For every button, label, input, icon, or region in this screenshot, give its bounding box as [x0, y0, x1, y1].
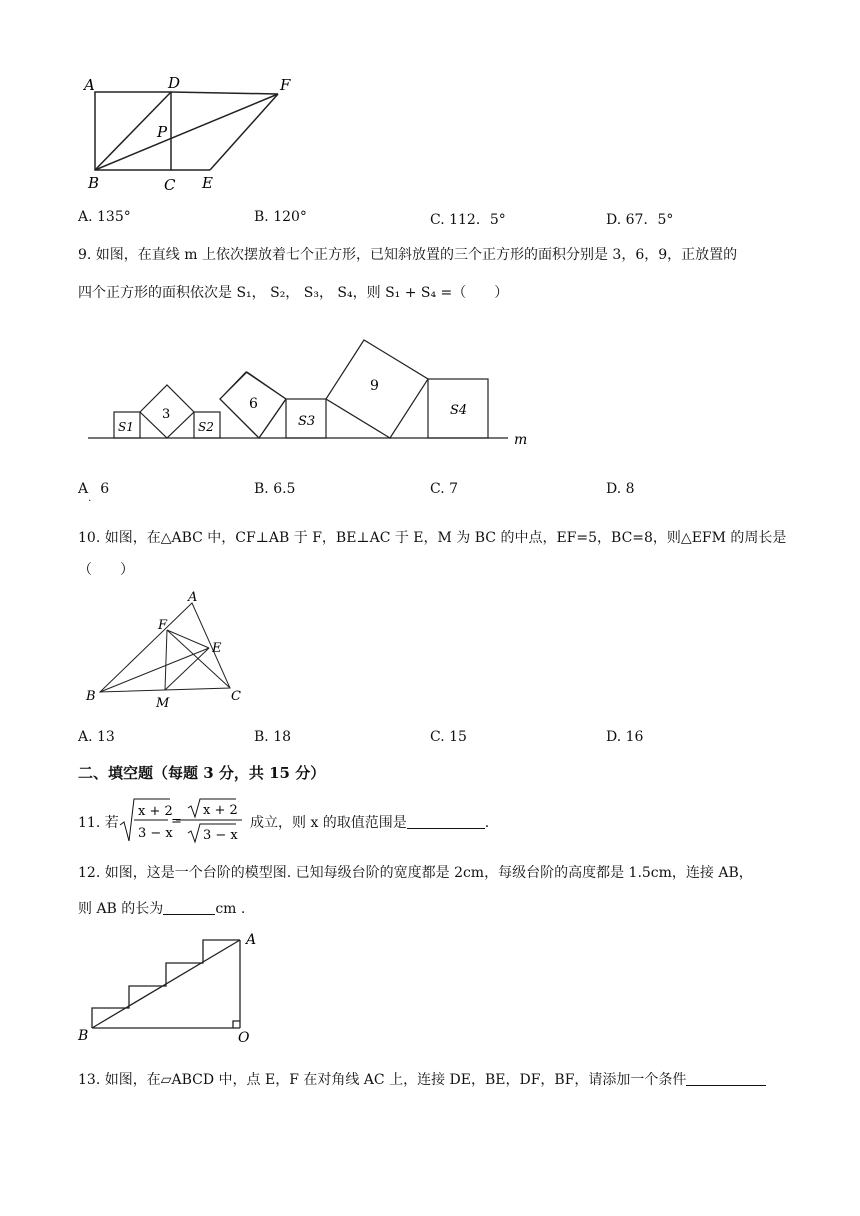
q13-answer-blank[interactable] — [686, 1071, 766, 1086]
label-C: C — [164, 176, 176, 194]
q10-text-line2: （ ） — [78, 562, 134, 578]
q8-option-d: D. 67．5° — [606, 212, 674, 228]
label-s2: S2 — [198, 420, 214, 434]
label-E: E — [202, 174, 213, 192]
q9-option-a-value: 6 — [100, 481, 110, 497]
label-s1: S1 — [118, 420, 134, 434]
label-s4: S4 — [450, 403, 468, 418]
q13-text: 13. 如图，在▱ABCD 中，点 E，F 在对角线 AC 上，连接 DE，BE，DF，BF，请添加一个条件 — [78, 1069, 766, 1089]
q10-text-line1: 10. 如图，在△ABC 中，CF⊥AB 于 F，BE⊥AC 于 E，M 为 BC 的中点，EF=5，BC=8，则△EFM 的周长是 — [78, 530, 787, 546]
q12-text-line2: 则 AB 的长为 cm . — [78, 901, 246, 917]
q8-option-b: B. 120° — [254, 209, 307, 225]
label-area-3: 3 — [162, 407, 171, 422]
label-B: B — [86, 689, 96, 704]
label-C: C — [231, 689, 241, 704]
q9-text-line1: 9. 如图，在直线 m 上依次摆放着七个正方形，已知斜放置的三个正方形的面积分别是 3，6，9，正放置的 — [78, 247, 738, 263]
q9-option-a: $A_.$ 6 — [78, 481, 110, 504]
q11-formula — [118, 795, 248, 845]
label-F: F — [280, 76, 291, 94]
q11-denominator-left: 3 − x — [138, 826, 173, 841]
q11-numerator-right: x + 2 — [203, 803, 238, 818]
q11-answer-blank[interactable] — [407, 814, 485, 829]
q10-option-b: B. 18 — [254, 729, 292, 745]
q8-option-c: C. 112．5° — [430, 212, 506, 228]
label-s3: S3 — [298, 414, 316, 429]
q9-option-c: C. 7 — [430, 481, 459, 497]
label-B: B — [88, 174, 100, 192]
label-line-m: m — [514, 432, 528, 448]
label-D: D — [168, 74, 181, 92]
svg-text:=: = — [171, 814, 182, 829]
label-M: M — [156, 696, 170, 711]
q9-text-line2: 四个正方形的面积依次是 S₁， S₂， S₃， S₄，则 S₁ + S₄ =（ ） — [78, 285, 509, 301]
label-E: E — [212, 641, 222, 656]
q10-option-d: D. 16 — [606, 729, 644, 745]
label-area-6: 6 — [249, 396, 258, 412]
label-A: A — [188, 590, 198, 605]
q10-option-a: A. 13 — [78, 729, 115, 745]
label-F: F — [158, 618, 168, 633]
q11-line — [78, 795, 778, 845]
section-2-title: 二、填空题（每题 3 分，共 15 分） — [78, 764, 326, 782]
q8-option-a: A. 135° — [78, 209, 131, 225]
label-O: O — [238, 1030, 250, 1046]
figure-q12-stairs — [74, 930, 274, 1046]
q10-option-c: C. 15 — [430, 729, 467, 745]
figure-q10-triangle — [84, 588, 254, 712]
figure-q8-parallelogram — [80, 74, 300, 196]
label-B: B — [78, 1028, 89, 1044]
figure-q9-squares — [88, 332, 538, 452]
label-A: A — [84, 76, 95, 94]
q11-prefix: 11. 若 — [78, 815, 119, 831]
q9-option-d: D. 8 — [606, 481, 635, 497]
q12-text-line1: 12. 如图，这是一个台阶的模型图. 已知每级台阶的宽度都是 2cm，每级台阶的高度都是 1.5cm，连接 AB， — [78, 865, 753, 881]
q12-answer-blank[interactable] — [163, 900, 215, 915]
q9-option-a-letter: A — [78, 481, 89, 497]
q11-suffix: 成立，则 x 的取值范围是 . — [250, 815, 490, 831]
label-area-9: 9 — [370, 378, 379, 394]
label-A: A — [246, 932, 257, 948]
q11-denominator-right: 3 − x — [203, 828, 238, 843]
q11-numerator-left: x + 2 — [138, 804, 173, 819]
q9-option-b: B. 6.5 — [254, 481, 296, 497]
label-P: P — [157, 123, 168, 141]
